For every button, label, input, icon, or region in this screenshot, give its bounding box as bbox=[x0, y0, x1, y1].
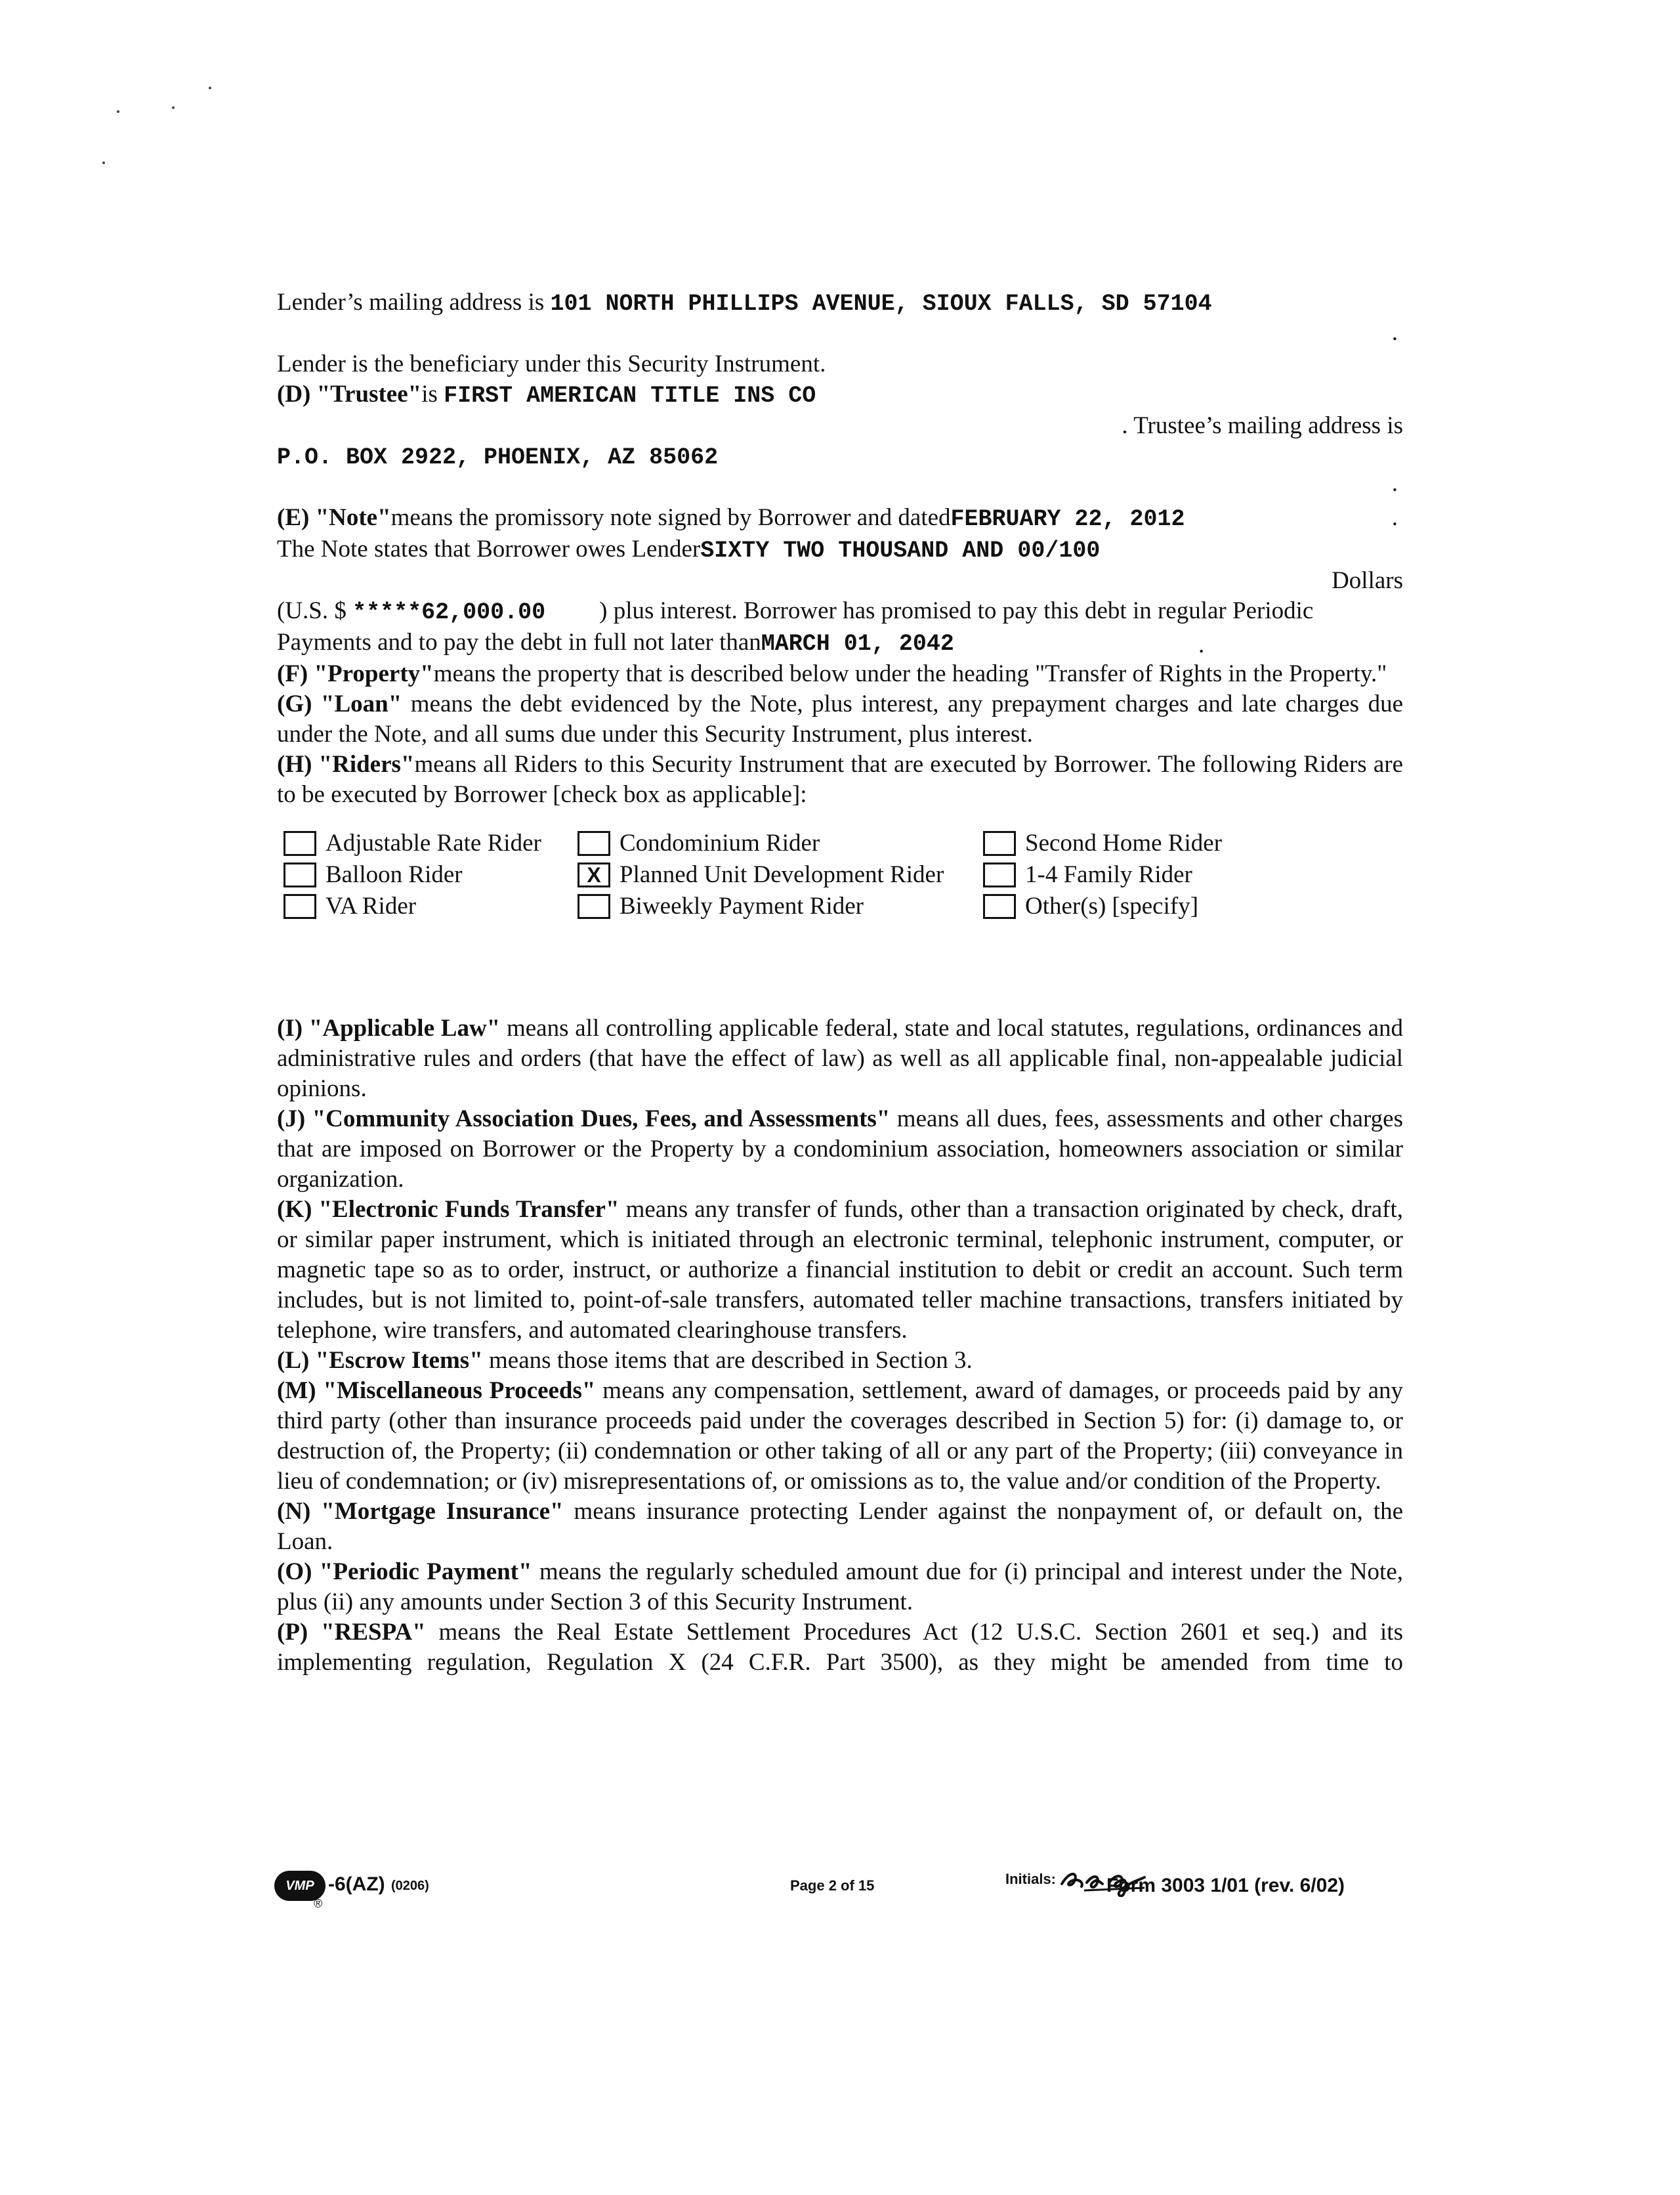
rider-1-4-family[interactable]: 1-4 Family Rider bbox=[983, 860, 1192, 890]
rider-balloon[interactable]: Balloon Rider bbox=[284, 860, 463, 890]
note-date: FEBRUARY 22, 2012 bbox=[950, 506, 1185, 532]
lender-address-line: Lender’s mailing address is 101 NORTH PHILLIPS AVENUE, SIOUX FALLS, SD 57104 bbox=[277, 289, 1212, 317]
definition-loan: (G) "Loan" means the debt evidenced by the Note, plus interest, any prepayment charges and late charges due under the Note, and all sums due under this Security Instrument, plus interest. bbox=[277, 691, 1404, 748]
checkbox[interactable] bbox=[284, 831, 316, 856]
trustee-address-line bbox=[277, 441, 1403, 473]
riders-checklist bbox=[277, 828, 1403, 927]
rider-adjustable-rate[interactable]: Adjustable Rate Rider bbox=[284, 828, 541, 859]
definition-property: (F) "Property"means the property that is described below under the heading "Transfer of Rights in the Property." bbox=[277, 660, 1387, 687]
rider-others[interactable]: Other(s) [specify] bbox=[983, 891, 1198, 922]
checkbox-checked[interactable]: X bbox=[578, 863, 610, 887]
note-amount-words: SIXTY TWO THOUSAND AND 00/100 bbox=[700, 538, 1101, 564]
rider-biweekly-payment[interactable]: Biweekly Payment Rider bbox=[578, 891, 864, 922]
trustee-address: P.O. BOX 2922, PHOENIX, AZ 85062 bbox=[277, 444, 719, 471]
definition-respa: (P) "RESPA" means the Real Estate Settlement Procedures Act (12 U.S.C. Section 2601 et seq.) and its implementing regulation, Regulation X (24 C.F.R. Part 3500), as they might be amended from time to bbox=[277, 1619, 1403, 1676]
registered-mark: ® bbox=[314, 1897, 323, 1910]
checkbox[interactable] bbox=[983, 863, 1016, 887]
rider-planned-unit-development[interactable]: X Planned Unit Development Rider bbox=[578, 860, 944, 890]
form-code: -6(AZ) bbox=[328, 1873, 385, 1895]
definition-escrow-items: (L) "Escrow Items" means those items that are described in Section 3. bbox=[277, 1347, 973, 1374]
page-footer bbox=[0, 1863, 1680, 1929]
document-body bbox=[277, 288, 1403, 1678]
blank-line: . bbox=[1391, 319, 1398, 346]
rider-va[interactable]: VA Rider bbox=[284, 891, 416, 922]
definition-riders: (H) "Riders"means all Riders to this Security Instrument that are executed by Borrower. The following Riders are to be executed by Borrower [check box as applicable]: bbox=[277, 751, 1403, 808]
trustee-name: FIRST AMERICAN TITLE INS CO bbox=[444, 383, 816, 409]
checkbox[interactable] bbox=[284, 894, 316, 919]
definition-electronic-funds-transfer: (K) "Electronic Funds Transfer" means any transfer of funds, other than a transaction originated by check, draft, or similar paper instrument, which is initiated through an electronic terminal, telephonic instrument, computer, or magnetic tape so as to order, instruct, or authorize a financial institution to debit or credit an account. Such term includes, but is not limited to, point-of-sale transfers, automated teller machine transactions, transfers initiated by telephone, wire transfers, and automated clearinghouse transfers. bbox=[277, 1196, 1403, 1344]
checkbox[interactable] bbox=[983, 894, 1016, 919]
dollars-line: Dollars bbox=[1332, 567, 1403, 594]
note-line: (E) "Note"means the promissory note signed by Borrower and datedFEBRUARY 22, 2012 . bbox=[277, 504, 1398, 532]
note-amount-line: The Note states that Borrower owes LenderSIXTY TWO THOUSAND AND 00/100 bbox=[277, 536, 1101, 564]
form-date: (0206) bbox=[391, 1879, 429, 1893]
definition-community-association-dues: (J) "Community Association Dues, Fees, and Assessments" means all dues, fees, assessments and other charges that are imposed on Borrower or the Property by a condominium association, homeowners association or similar organization. bbox=[277, 1105, 1403, 1193]
rider-second-home[interactable]: Second Home Rider bbox=[983, 828, 1222, 859]
maturity-line: Payments and to pay the debt in full not later thanMARCH 01, 2042 . bbox=[277, 629, 1205, 658]
checkbox[interactable] bbox=[983, 831, 1016, 856]
vmp-logo: VMP bbox=[274, 1871, 326, 1901]
maturity-date: MARCH 01, 2042 bbox=[761, 631, 954, 657]
form-number: Form 3003 1/01 (rev. 6/02) bbox=[1106, 1875, 1345, 1896]
checkbox[interactable] bbox=[578, 831, 610, 856]
definition-mortgage-insurance: (N) "Mortgage Insurance" means insurance protecting Lender against the nonpayment of, or default on, the Loan. bbox=[277, 1498, 1403, 1555]
trustee-line: (D) "Trustee"is FIRST AMERICAN TITLE INS CO bbox=[277, 381, 816, 409]
page-number: Page 2 of 15 bbox=[790, 1877, 875, 1894]
lender-address-value: 101 NORTH PHILLIPS AVENUE, SIOUX FALLS, SD 57104 bbox=[550, 291, 1212, 317]
initials-label: Initials: bbox=[1005, 1871, 1057, 1887]
trustee-address-label-line: . Trustee’s mailing address is bbox=[1122, 412, 1403, 439]
checkbox[interactable] bbox=[284, 863, 316, 887]
definition-applicable-law: (I) "Applicable Law" means all controlling applicable federal, state and local statutes, regulations, ordinances and administrative rules and orders (that have the effect of law) as well as all applicable final, non-appealable judicial opinions. bbox=[277, 1015, 1403, 1102]
beneficiary-line: Lender is the beneficiary under this Security Instrument. bbox=[277, 351, 826, 377]
rider-condominium[interactable]: Condominium Rider bbox=[578, 828, 820, 859]
definition-miscellaneous-proceeds: (M) "Miscellaneous Proceeds" means any compensation, settlement, award of damages, or proceeds paid by any third party (other than insurance proceeds paid under the coverages described in Section 5) for: (i) damage to, or destruction of, the Property; (ii) condemnation or other taking of all or any part of the Property; (iii) conveyance in lieu of condemnation; or (iv) misrepresentations of, or omissions as to, the value and/or condition of the Property. bbox=[277, 1377, 1403, 1495]
definition-periodic-payment: (O) "Periodic Payment" means the regularly scheduled amount due for (i) principal and interest under the Note, plus (ii) any amounts under Section 3 of this Security Instrument. bbox=[277, 1558, 1404, 1615]
note-amount: *****62,000.00 bbox=[352, 599, 546, 626]
checkbox[interactable] bbox=[578, 894, 610, 919]
blank-line: . bbox=[1391, 470, 1398, 497]
note-amount-numeric-line: (U.S. $ *****62,000.00 ) plus interest. Borrower has promised to pay this debt in regular Periodic bbox=[277, 596, 1403, 628]
